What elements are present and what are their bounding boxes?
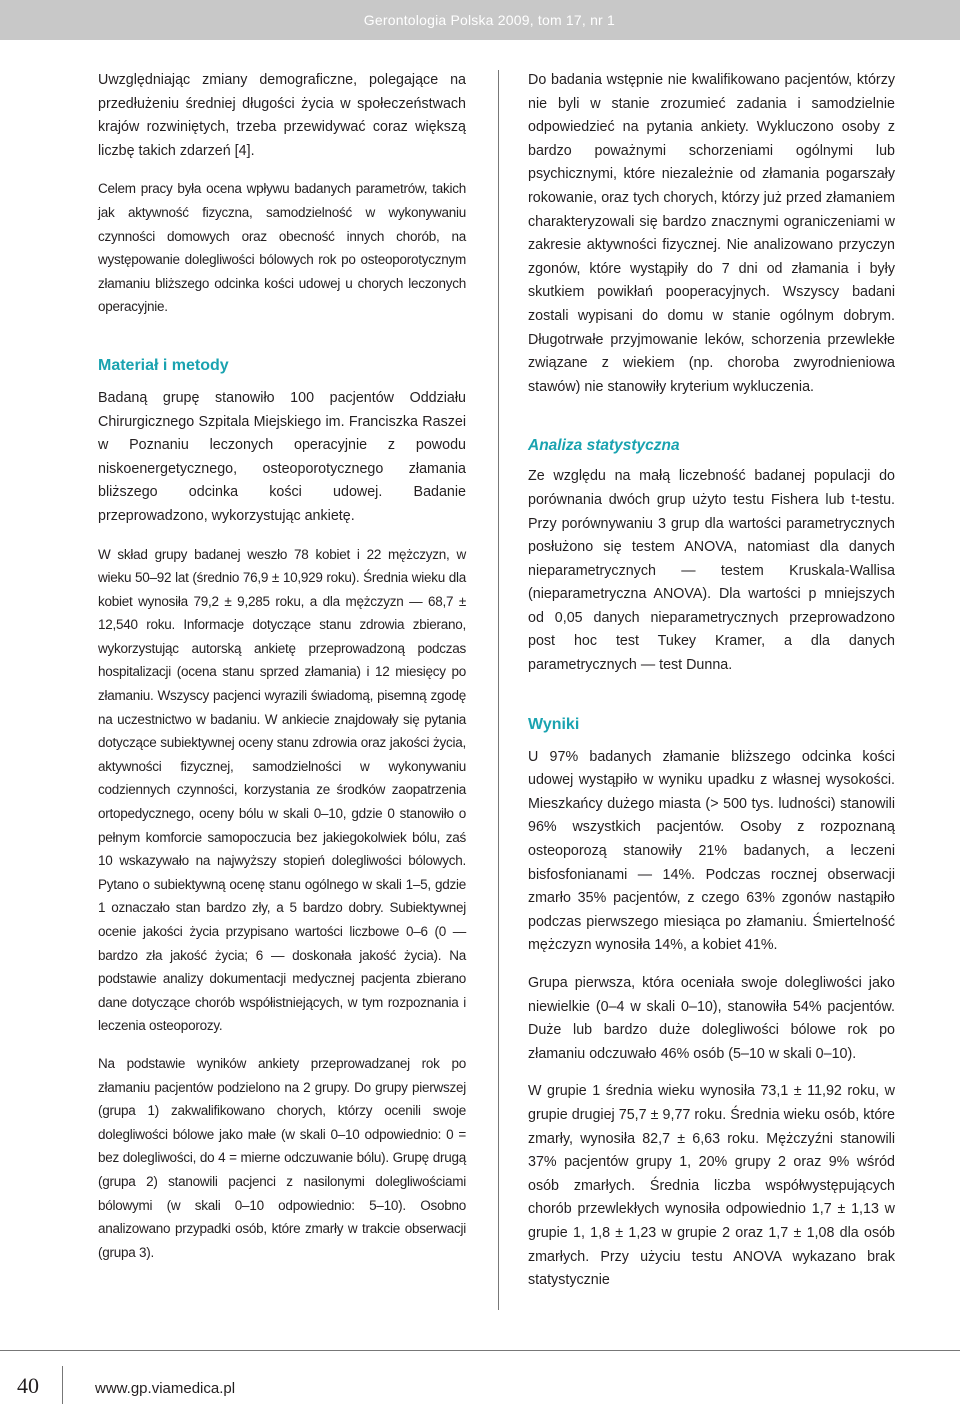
footer-divider <box>0 1350 960 1351</box>
exclusion-paragraph: Do badania wstępnie nie kwalifikowano pacjentów, którzy nie byli w stanie zrozumieć zadania i samodzielnie odpowiedzieć na pytania ankiety. Wykluczono osoby z bardzo poważnymi schorzeniami ogólnymi lub psychicznymi, które niezależnie od złamania pogarszały rokowanie, oraz tych chorych, którzy już przed złamaniem charakteryzowali się bardzo znacznymi ograniczeniami w zakresie aktywności fizycznej. Nie analizowano przyczyn zgonów, które wystąpiły do 7 dni od złamania i były skutkiem powikłań pooperacyjnych. Wszyscy badani zostali wypisani do domu w stanie ogólnym dobrym. Długotrwałe przyjmowanie leków, schorzenia przewlekłe związane z wiekiem (np. choroba zwyrodnieniowa stawów) nie stanowiły kryterium wykluczenia. <box>528 72 895 395</box>
results-paragraph-2: Grupa pierwsza, która oceniała swoje dolegliwości jako niewielkie (0–4 w skali 0–10), stanowiła 54% pacjentów. Duże lub bardzo duże dolegliwości bólowe rok po złamaniu odczuwało 46% osób (5–10 w skali 0–10). <box>528 975 895 1062</box>
aim-paragraph: Celem pracy była ocena wpływu badanych parametrów, takich jak aktywność fizyczna, samodzielność w wykonywaniu czynności domowych oraz obecność innych chorób, na występowanie dolegliwości bólowych rok po osteoporotycznym złamaniu bliższego odcinka kości udowej u chorych leczonych operacyjnie. <box>98 181 466 315</box>
running-title: Gerontologia Polska 2009, tom 17, nr 1 <box>363 12 615 28</box>
left-column <box>98 69 466 1278</box>
section-heading-methods: Materiał i metody <box>98 356 229 374</box>
results-paragraph-1: U 97% badanych złamanie bliższego odcinka kości udowej wystąpiło w wyniku upadku z własnej wysokości. Mieszkańcy dużego miasta (> 500 tys. ludności) stanowili 96% wszystkich pacjentów. Osoby z rozpoznaną osteoporozą stanowiły 21% badanych, a leczeni bisfosfonianami — 14%. Podczas rocznej obserwacji zmarło 35% pacjentów, z czego 63% zgonów nastąpiło podczas pierwszego miesiąca po złamaniu. Śmiertelność mężczyzn wynosiła 14%, a kobiet 41%. <box>528 748 895 954</box>
statistics-paragraph: Ze względu na małą liczebność badanej populacji do porównania dwóch grup użyto testu Fishera lub t-testu. Przy porównywaniu 3 grup dla wartości parametrycznych posłużono się testem ANOVA, natomiast dla danych nieparametrycznych — testem Kruskala-Wallisa (nieparametryczna ANOVA). Dla wartości p mniejszych od 0,05 danych nieparametrycznych przeprowadzono post hoc test Tukey Kramer, a dla danych parametrycznych — test Dunna. <box>528 468 895 674</box>
methods-paragraph-2: W skład grupy badanej weszło 78 kobiet i 22 mężczyzn, w wieku 50–92 lat (średnio 76,9 ± 10,929 roku). Średnia wieku dla kobiet wynosiła 79,2 ± 9,285 roku, a dla mężczyzn — 68,7 ± 12,540 roku. Informacje dotyczące stanu zdrowia zbierano, wykorzystując autorską ankietę przeprowadzoną podczas hospitalizacji (ocena stanu sprzed złamania) i 12 miesięcy po złamaniu. Wszyscy pacjenci wyrazili świadomą, pisemną zgodę na uczestnictwo w badaniu. W ankiecie znajdowały się pytania dotyczące subiektywnej oceny stanu zdrowia oraz jakości życia, aktywności fizycznej, samodzielności w wykonywaniu codziennych czynności, korzystania ze środków zaopatrzenia ortopedycznego, oceny bólu w skali 0–10, gdzie 0 stanowiło o pełnym komforcie samopoczucia bez jakiegokolwiek bólu, zaś 10 wskazywało na najwyższy stopień dolegliwości bólowych. Pytano o subiektywną ocenę stanu ogólnego w skali 1–5, gdzie 1 oznaczało stan bardzo zły, a 5 bardzo dobry. Subiektywnej ocenie jakości życia przypisano wartości liczbowe 0–6 (0 — bardzo zła jakość życia; 6 — doskonała jakość życia). Na podstawie analizy dokumentacji medycznej pacjenta zbierano dane dotyczące chorób współistniejących, w tym rozpoznania i leczenia osteoporozy. <box>98 546 466 1034</box>
journal-url-link[interactable]: www.gp.viamedica.pl <box>95 1380 236 1397</box>
subsection-heading-statistics: Analiza statystyczna <box>528 437 680 455</box>
column-divider <box>498 70 499 1310</box>
results-paragraph-3: W grupie 1 średnia wieku wynosiła 73,1 ± 11,92 roku, w grupie drugiej 75,7 ± 9,77 roku. Średnia wieku osób, które zmarły, wynosiła 82,7 ± 6,63 roku. Mężczyźni stanowili 37% pacjentów grupy 1, 20% grupy 2 oraz 9% wśród osób zmarłych. Średnia liczba współwystępujących chorób przewlekłych wynosiła odpowiednio 1,7 ± 1,13 w grupie 1, 1,8 ± 1,23 w grupie 2 oraz 1,7 ± 1,08 dla osób zmarłych. Przy użyciu testu ANOVA wykazano brak statystycznie <box>528 1083 895 1289</box>
methods-paragraph-3: Na podstawie wyników ankiety przeprowadzanej rok po złamaniu pacjentów podzielono na 2 grupy. Do grupy pierwszej (grupa 1) zakwalifikowano chorych, którzy ocenili swoje dolegliwości bólowe jako małe (w skali 0–10 odpowiednio: 0 = bez dolegliwości, do 4 = mierne odczuwanie bólu). Grupę drugą (grupa 2) stanowili pacjenci z nasilonymi dolegliwościami bólowymi (w skali 0–10 odpowiednio: 5–10). Osobno analizowano przypadki osób, które zmarły w trakcie obserwacji (grupa 3). <box>98 1055 466 1260</box>
footer-separator <box>62 1366 63 1404</box>
running-header <box>0 0 960 40</box>
section-heading-results: Wyniki <box>528 715 580 733</box>
intro-paragraph: Uwzględniając zmiany demograficzne, polegające na przedłużeniu średniej długości życia w społeczeństwach krajów rozwiniętych, trzeba przewidywać coraz większą liczbę takich zdarzeń [4]. <box>98 72 466 159</box>
right-column <box>528 69 895 1307</box>
page-number: 40 <box>17 1373 39 1398</box>
methods-paragraph-1: Badaną grupę stanowiło 100 pacjentów Oddziału Chirurgicznego Szpitala Miejskiego im. Franciszka Raszei w Poznaniu leczonych operacyjnie z powodu niskoenergetycznego, osteoporotycznego złamania bliższego odcinka kości udowej. Badanie przeprowadzono, wykorzystując ankietę. <box>98 389 466 524</box>
